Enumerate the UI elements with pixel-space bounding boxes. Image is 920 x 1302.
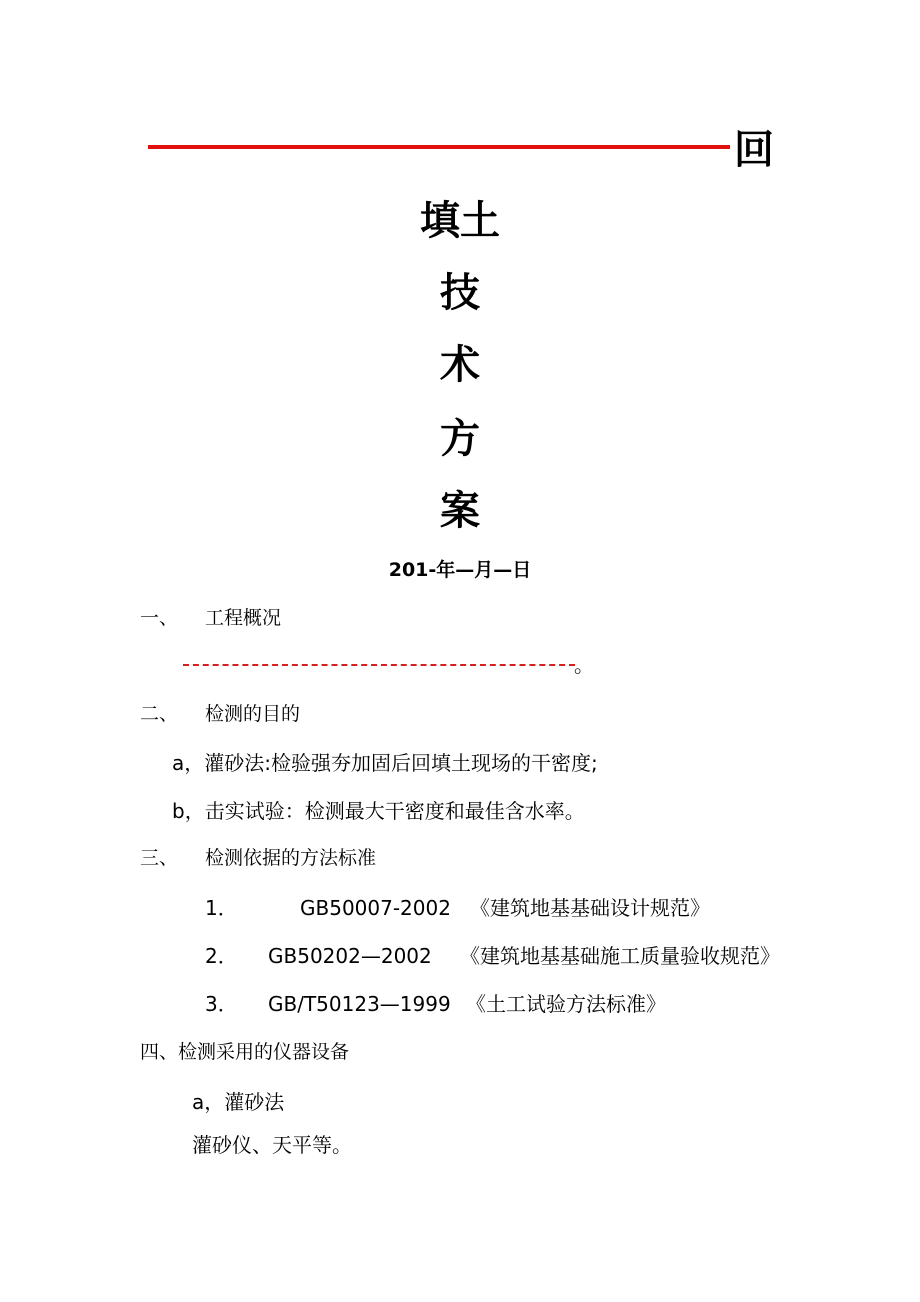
section-4-item-equipment: 灌砂仪、天平等。 bbox=[192, 1133, 352, 1157]
title-line-4: 方 bbox=[440, 416, 480, 462]
section-2-number: 二、 bbox=[140, 703, 179, 725]
section-1-number: 一、 bbox=[140, 607, 179, 629]
section-3-title: 检测依据的方法标准 bbox=[205, 847, 377, 869]
section-2-item-b: b，击实试验：检测最大干密度和最佳含水率。 bbox=[172, 799, 585, 823]
title-char-hui: 回 bbox=[734, 127, 774, 173]
standard-3-name: 《土工试验方法标准》 bbox=[466, 992, 666, 1016]
standard-3-code: GB/T50123—1999 bbox=[268, 992, 451, 1016]
section-2-item-a: a，灌砂法:检验强夯加固后回填土现场的干密度; bbox=[172, 751, 598, 775]
title-line-3: 术 bbox=[440, 342, 480, 388]
section-1-title: 工程概况 bbox=[205, 607, 282, 629]
standard-1-name: 《建筑地基基础设计规范》 bbox=[470, 896, 710, 920]
title-line-2: 技 bbox=[440, 270, 480, 316]
standard-1-code: GB50007-2002 bbox=[300, 896, 451, 920]
section-1-period: 。 bbox=[574, 653, 594, 677]
standard-1-index: 1． bbox=[205, 896, 238, 920]
section-3-number: 三、 bbox=[140, 847, 179, 869]
section-1-blank-line bbox=[183, 664, 575, 666]
standard-2-name: 《建筑地基基础施工质量验收规范》 bbox=[460, 944, 780, 968]
title-line-5: 案 bbox=[440, 488, 480, 534]
title-line-1: 填土 bbox=[420, 198, 500, 244]
section-4-heading: 四、检测采用的仪器设备 bbox=[140, 1041, 350, 1063]
standard-3-index: 3． bbox=[205, 992, 238, 1016]
standard-2-code: GB50202—2002 bbox=[268, 944, 432, 968]
document-date: 201-年—月—日 bbox=[388, 559, 532, 581]
standard-2-index: 2． bbox=[205, 944, 238, 968]
section-4-item-a: a，灌砂法 bbox=[192, 1090, 285, 1114]
section-2-title: 检测的目的 bbox=[205, 703, 301, 725]
red-title-rule bbox=[148, 145, 730, 149]
